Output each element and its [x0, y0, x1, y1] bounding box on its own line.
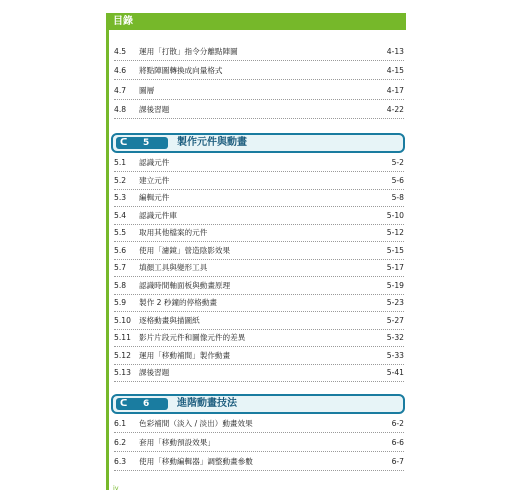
toc-entry-number: 5.10 [114, 315, 131, 325]
toc-entry-title: 課後習題 [139, 104, 170, 114]
toc-entry-number: 5.6 [114, 245, 127, 255]
chapter-number-tab [116, 398, 168, 410]
toc-divider [114, 241, 404, 242]
toc-divider [114, 118, 404, 119]
toc-entry-number: 4.5 [114, 47, 127, 56]
header-bar [106, 13, 406, 30]
toc-entry-title: 認識元件 [139, 158, 170, 167]
toc-entry-page: 5-8 [391, 193, 404, 202]
toc-entry-number: 5.8 [114, 280, 127, 290]
toc-entry [114, 331, 404, 345]
chapter-heading-5 [111, 133, 405, 153]
toc-divider [114, 470, 404, 471]
toc-divider [114, 294, 404, 295]
toc-entry-page: 5-12 [386, 228, 404, 237]
toc-divider [114, 224, 404, 225]
chapter-title: 進階動畫技法 [177, 398, 237, 409]
toc-entry-title: 影片片段元件和圖像元件的差異 [139, 333, 246, 342]
toc-entry-number: 5.12 [114, 350, 131, 360]
page-title: 目錄 [113, 16, 133, 27]
toc-entry-number: 5.1 [114, 158, 127, 167]
toc-entry [114, 64, 404, 78]
toc-entry-number: 4.8 [114, 104, 127, 114]
toc-entry [114, 103, 404, 117]
toc-entry-page: 5-15 [386, 245, 404, 255]
chapter-number: 6 [143, 399, 150, 409]
toc-entry-number: 6.1 [114, 419, 127, 428]
left-margin-rule [106, 30, 109, 490]
toc-entry-number: 5.13 [114, 368, 131, 377]
toc-divider [114, 276, 404, 277]
toc-entry-title: 將點陣圖轉換成向量格式 [139, 66, 223, 76]
toc-entry [114, 244, 404, 258]
toc-divider [114, 432, 404, 433]
toc-entry-number: 6.2 [114, 438, 127, 447]
toc-entry-number: 6.3 [114, 457, 127, 466]
toc-divider [114, 451, 404, 452]
toc-divider [114, 171, 404, 172]
toc-entry-page: 5-33 [386, 350, 404, 360]
toc-entry-title: 運用「移動補間」製作動畫 [139, 350, 231, 360]
toc-entry-title: 逐格動畫與描圖紙 [139, 315, 200, 325]
toc-divider [114, 381, 404, 382]
toc-divider [114, 60, 404, 61]
toc-entry-number: 5.5 [114, 228, 127, 237]
chapter-marker-icon: ᑕ [120, 399, 128, 409]
toc-entry-number: 5.3 [114, 193, 127, 202]
toc-entry [114, 84, 404, 98]
toc-divider [114, 189, 404, 190]
toc-entry-title: 認識時間軸面板與動畫原理 [139, 280, 231, 290]
toc-entry-number: 5.11 [114, 333, 131, 342]
toc-entry-page: 5-23 [386, 298, 404, 307]
toc-entry-title: 使用「移動編輯器」調整動畫參數 [139, 457, 253, 466]
toc-entry-page: 5-19 [386, 280, 404, 290]
toc-entry [114, 209, 404, 223]
toc-divider [114, 79, 404, 80]
toc-entry [114, 261, 404, 275]
toc-divider [114, 346, 404, 347]
toc-entry-title: 製作 2 秒鐘的停格動畫 [139, 298, 218, 307]
toc-entry-number: 4.7 [114, 85, 127, 95]
toc-divider [114, 311, 404, 312]
toc-entry-title: 建立元件 [139, 175, 170, 185]
toc-entry-number: 5.7 [114, 263, 127, 272]
toc-entry-page: 6-2 [391, 419, 404, 428]
chapter-number: 5 [143, 138, 150, 148]
toc-entry-title: 取用其他檔案的元件 [139, 228, 208, 237]
toc-entry-number: 5.9 [114, 298, 127, 307]
toc-entry-page: 4-13 [386, 47, 404, 56]
toc-entry [114, 156, 404, 170]
toc-entry [114, 279, 404, 293]
toc-entry-title: 使用「濾鏡」營造陰影效果 [139, 245, 231, 255]
toc-entry-title: 填顏工具與變形工具 [139, 263, 208, 272]
toc-entry-page: 4-15 [386, 66, 404, 76]
toc-entry-title: 圖層 [139, 85, 155, 95]
chapter-heading-6 [111, 394, 405, 414]
toc-entry-page: 5-10 [386, 210, 404, 220]
chapter-number-tab [116, 137, 168, 149]
chapter-marker-icon: ᑕ [120, 138, 128, 148]
chapter-title: 製作元件與動畫 [177, 137, 247, 148]
toc-entry-number: 5.4 [114, 210, 127, 220]
toc-entry [114, 366, 404, 380]
toc-entry-title: 編輯元件 [139, 193, 170, 202]
toc-entry-title: 課後習題 [139, 368, 170, 377]
toc-entry-page: 5-6 [391, 175, 404, 185]
toc-entry-title: 認識元件庫 [139, 210, 177, 220]
toc-entry [114, 314, 404, 328]
toc-entry-page: 5-2 [391, 158, 404, 167]
toc-entry-page: 4-22 [386, 104, 404, 114]
toc-entry-page: 5-17 [386, 263, 404, 272]
toc-entry [114, 226, 404, 240]
toc-entry-number: 5.2 [114, 175, 127, 185]
toc-entry [114, 349, 404, 363]
toc-entry [114, 436, 404, 450]
toc-entry-page: 6-6 [391, 438, 404, 447]
toc-entry [114, 174, 404, 188]
toc-entry-page: 5-27 [386, 315, 404, 325]
toc-entry-number: 4.6 [114, 66, 127, 76]
toc-divider [114, 259, 404, 260]
toc-entry-title: 套用「移動預設效果」 [139, 438, 215, 447]
toc-entry-page: 5-32 [386, 333, 404, 342]
toc-entry-page: 5-41 [386, 368, 404, 377]
toc-divider [114, 206, 404, 207]
toc-entry [114, 191, 404, 205]
toc-entry [114, 455, 404, 469]
toc-entry-title: 運用「打散」指令分離點陣圖 [139, 47, 238, 56]
toc-entry [114, 296, 404, 310]
toc-entry [114, 417, 404, 431]
toc-entry-title: 色彩補間（淡入 / 淡出）動畫效果 [139, 419, 253, 428]
toc-entry-page: 6-7 [391, 457, 404, 466]
page-number: iv [113, 484, 119, 492]
toc-divider [114, 99, 404, 100]
toc-entry [114, 45, 404, 59]
toc-entry-page: 4-17 [386, 85, 404, 95]
toc-divider [114, 364, 404, 365]
toc-divider [114, 329, 404, 330]
